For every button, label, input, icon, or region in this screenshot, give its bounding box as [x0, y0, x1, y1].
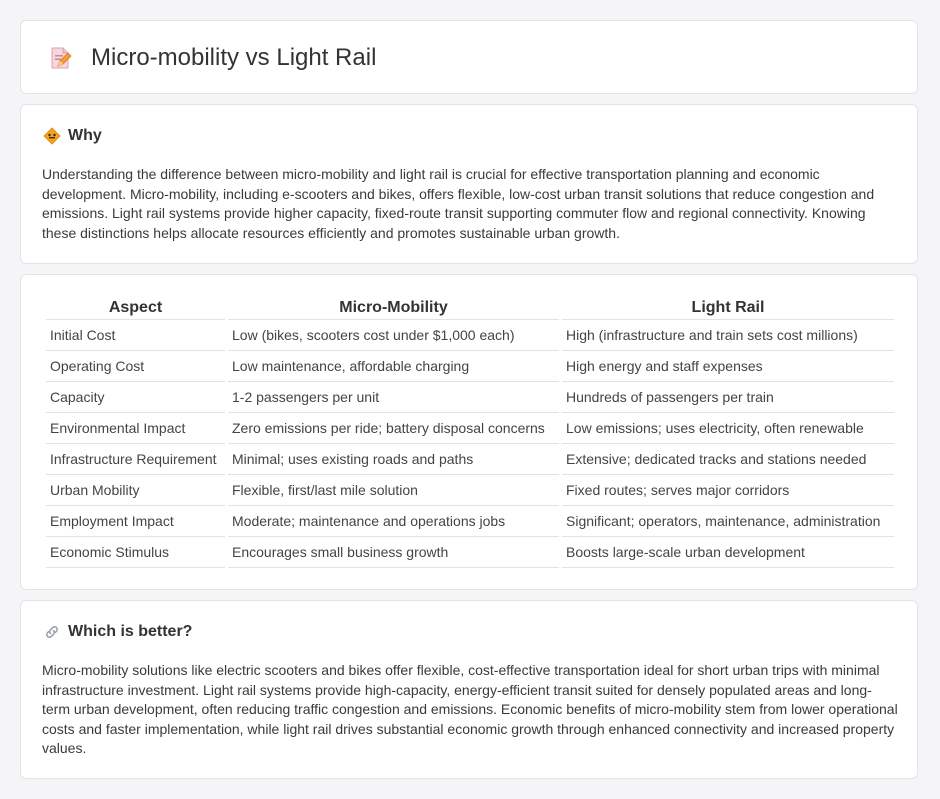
- micro-mobility-cell: Flexible, first/last mile solution: [228, 475, 559, 506]
- light-rail-cell: High energy and staff expenses: [562, 351, 894, 382]
- aspect-cell: Operating Cost: [46, 351, 225, 382]
- table-row: [46, 444, 894, 475]
- link-icon: [43, 623, 61, 641]
- better-heading-row: [43, 623, 192, 641]
- comparison-card: [20, 274, 918, 590]
- why-heading-row: [43, 127, 102, 145]
- table-header-row: [46, 297, 894, 320]
- light-rail-cell: Extensive; dedicated tracks and stations needed: [562, 444, 894, 475]
- aspect-cell: Infrastructure Requirement: [46, 444, 225, 475]
- table-row: [46, 320, 894, 351]
- micro-mobility-cell: Zero emissions per ride; battery disposal concerns: [228, 413, 559, 444]
- aspect-cell: Employment Impact: [46, 506, 225, 537]
- light-rail-cell: Fixed routes; serves major corridors: [562, 475, 894, 506]
- table-row: [46, 475, 894, 506]
- aspect-cell: Initial Cost: [46, 320, 225, 351]
- table-row: [46, 537, 894, 568]
- micro-mobility-cell: Encourages small business growth: [228, 537, 559, 568]
- aspect-cell: Capacity: [46, 382, 225, 413]
- light-rail-cell: Low emissions; uses electricity, often renewable: [562, 413, 894, 444]
- page-title: Micro-mobility vs Light Rail: [91, 44, 377, 71]
- column-header-aspect: Aspect: [46, 297, 225, 320]
- document-edit-icon: [47, 45, 73, 71]
- micro-mobility-cell: Moderate; maintenance and operations jobs: [228, 506, 559, 537]
- table-row: [46, 382, 894, 413]
- why-text: Understanding the difference between micro-mobility and light rail is crucial for effective transportation planning and economic development. Micro-mobility, including e-scooters and bikes, offers flexible, low-cost urban transit solutions that reduce congestion and emissions. Light rail systems provide higher capacity, fixed-route transit supporting commuter flow and regional connectivity. Knowing these distinctions helps allocate resources efficiently and promotes sustainable urban growth.: [42, 166, 875, 241]
- column-header-light-rail: Light Rail: [562, 297, 894, 320]
- light-rail-cell: Boosts large-scale urban development: [562, 537, 894, 568]
- title-row: [47, 43, 376, 73]
- why-card: [20, 104, 918, 264]
- micro-mobility-cell: 1-2 passengers per unit: [228, 382, 559, 413]
- title-card: [20, 20, 918, 94]
- column-header-micro-mobility: Micro-Mobility: [228, 297, 559, 320]
- why-heading: Why: [68, 127, 102, 144]
- light-rail-cell: Hundreds of passengers per train: [562, 382, 894, 413]
- light-rail-cell: Significant; operators, maintenance, administration: [562, 506, 894, 537]
- better-heading: Which is better?: [68, 623, 193, 640]
- which-is-better-card: [20, 600, 918, 779]
- table-row: [46, 413, 894, 444]
- aspect-cell: Urban Mobility: [46, 475, 225, 506]
- comparison-table: [43, 297, 897, 568]
- micro-mobility-cell: Low maintenance, affordable charging: [228, 351, 559, 382]
- aspect-cell: Economic Stimulus: [46, 537, 225, 568]
- aspect-cell: Environmental Impact: [46, 413, 225, 444]
- table-row: [46, 351, 894, 382]
- light-rail-cell: High (infrastructure and train sets cost millions): [562, 320, 894, 351]
- road-sign-icon: [43, 127, 61, 145]
- micro-mobility-cell: Low (bikes, scooters cost under $1,000 each): [228, 320, 559, 351]
- micro-mobility-cell: Minimal; uses existing roads and paths: [228, 444, 559, 475]
- better-text: Micro-mobility solutions like electric scooters and bikes offer flexible, cost-effective transportation ideal for short urban trips with minimal infrastructure investment. Light rail systems provide high-capacity, energy-efficient transit suited for densely populated areas and long-term urban development, often reducing traffic congestion and emissions. Economic benefits of micro-mobility stem from lower operational costs and faster implementation, while light rail drives substantial economic growth through enhanced connectivity and increased property values.: [42, 662, 898, 756]
- table-row: [46, 506, 894, 537]
